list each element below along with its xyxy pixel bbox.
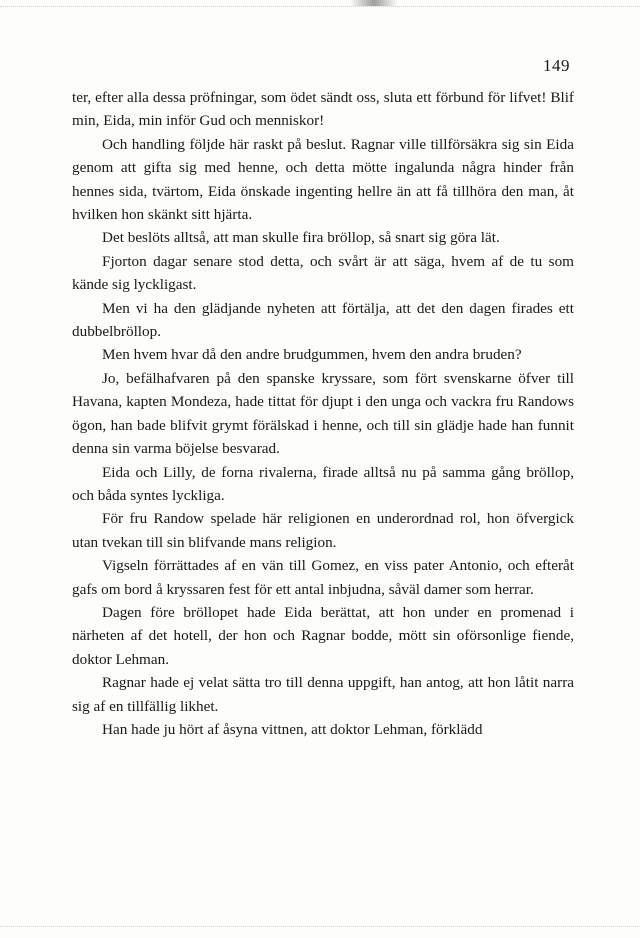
paragraph: Jo, befälhafvaren på den spanske kryssare, som fört svenskarne öfver till Havana, kapten Mondeza, hade tittat för djupt i den unga och vackra fru Randows ögon, han bade blifvit grymt förälskad i henne, och till sin glädje hade han funnit denna sin varma böjelse besvarad. [72, 369, 574, 458]
paragraph: Fjorton dagar senare stod detta, och svårt är att säga, hvem af de tu som kände sig lyckligast. [72, 252, 574, 294]
paragraph: ter, efter alla dessa pröfningar, som ödet sändt oss, sluta ett förbund för lifvet! Blif min, Eida, min inför Gud och menniskor! [72, 89, 574, 130]
scan-edge-top [0, 6, 640, 8]
page-number: 149 [543, 56, 570, 75]
paragraph: Han hade ju hört af åsyna vittnen, att doktor Lehman, förklädd [102, 720, 483, 738]
paragraph: Vigseln förrättades af en vän till Gomez, en viss pater Antonio, och efteråt gafs om bord å kryssaren fest för ett antal inbjudna, såväl damer som herrar. [72, 557, 574, 598]
paragraph: Ragnar hade ej velat sätta tro till denna uppgift, han antog, att hon låtit narra sig af en tillfällig likhet. [72, 674, 574, 715]
paragraph: Men vi ha den glädjande nyheten att förtälja, att det den dagen firades ett dubbelbröllop. [72, 299, 574, 341]
paragraph: Och handling följde här raskt på beslut. Ragnar ville tillförsäkra sig sin Eida genom att gifta sig med henne, och detta mötte ingalunda några hinder från hennes sida, tvärtom, Eida önskade ingenting hellre än att få tillhöra den man, åt hvilken hon skänkt sitt hjärta. [72, 135, 574, 224]
scan-edge-bottom [0, 926, 640, 928]
paragraph: Dagen före bröllopet hade Eida berättat, att hon under en promenad i närheten af det hotell, der hon och Ragnar bodde, mött sin oförsonlige fiende, doktor Lehman. [72, 603, 574, 668]
paragraph: Det beslöts alltså, att man skulle fira bröllop, så snart sig göra lät. [102, 229, 500, 247]
body-text [72, 86, 574, 741]
paragraph: Eida och Lilly, de forna rivalerna, firade alltså nu på samma gång bröllop, och båda syntes lyckliga. [72, 463, 574, 504]
paragraph: För fru Randow spelade här religionen en underordnad rol, hon öfvergick utan tvekan till sin blifvande mans religion. [72, 510, 574, 551]
paragraph: Men hvem hvar då den andre brudgummen, hvem den andra bruden? [102, 346, 522, 364]
